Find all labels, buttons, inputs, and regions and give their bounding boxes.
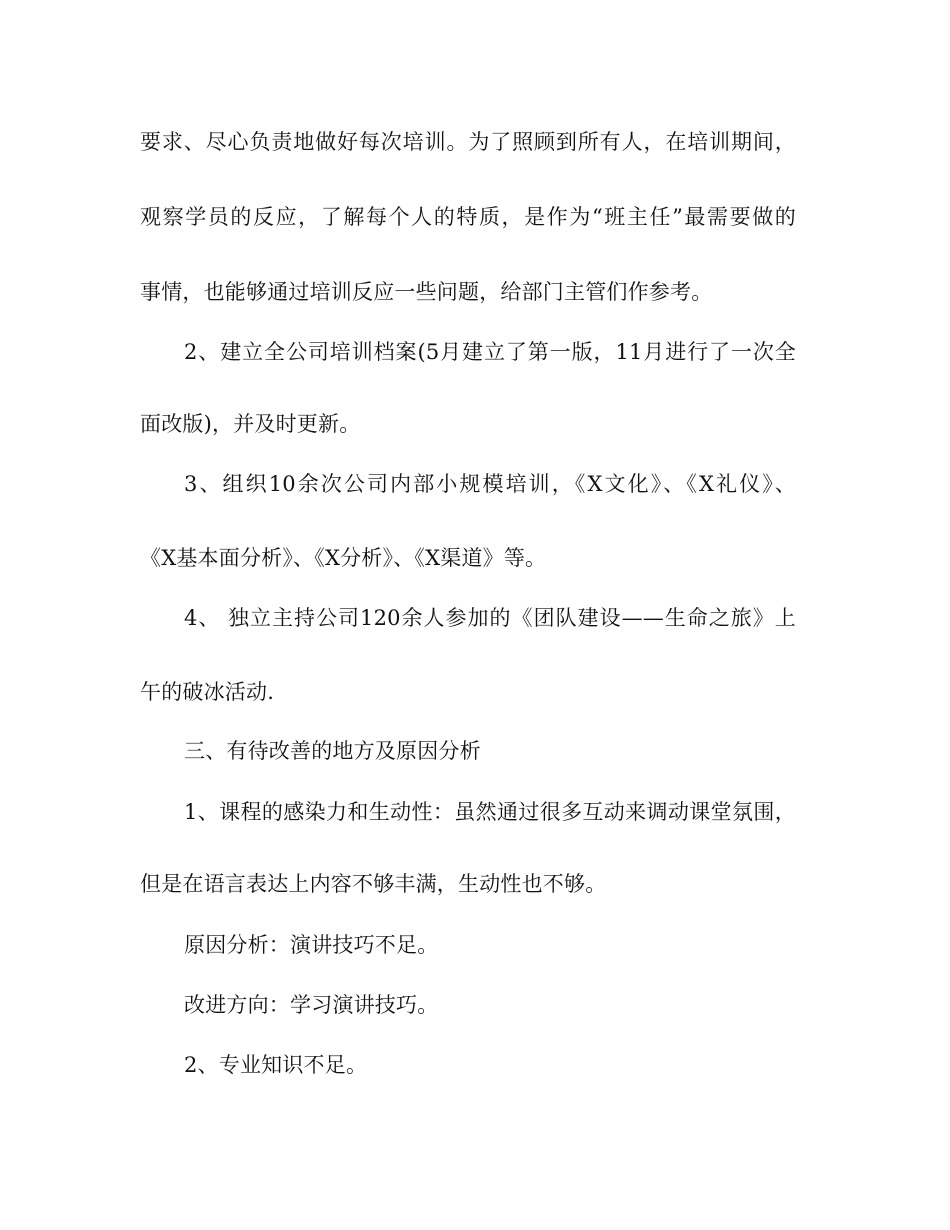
paragraph-line: 2、建立全公司培训档案(5月建立了第一版，11月进行了一次全 bbox=[184, 340, 796, 364]
paragraph-line: 《X基本面分析》、《X分析》、《X渠道》等。 bbox=[140, 546, 547, 570]
paragraph-line: 观察学员的反应，了解每个人的特质，是作为“班主任”最需要做的 bbox=[140, 205, 796, 229]
section-heading: 三、有待改善的地方及原因分析 bbox=[184, 739, 481, 763]
paragraph-line: 原因分析：演讲技巧不足。 bbox=[184, 933, 439, 957]
paragraph-line: 2、专业知识不足。 bbox=[184, 1053, 368, 1077]
paragraph-line: 3、组织10余次公司内部小规模培训，《X文化》、《X礼仪》、 bbox=[184, 472, 796, 496]
paragraph-line: 要求、尽心负责地做好每次培训。为了照顾到所有人，在培训期间， bbox=[140, 130, 796, 154]
paragraph-line: 1、课程的感染力和生动性：虽然通过很多互动来调动课堂氛围， bbox=[184, 800, 796, 824]
paragraph-line: 4、 独立主持公司120余人参加的《团队建设——生命之旅》上 bbox=[184, 606, 796, 630]
paragraph-line: 午的破冰活动. bbox=[140, 680, 275, 704]
paragraph-line: 事情，也能够通过培训反应一些问题，给部门主管们作参考。 bbox=[140, 280, 713, 304]
paragraph-line: 改进方向：学习演讲技巧。 bbox=[184, 993, 439, 1017]
paragraph-line: 面改版)，并及时更新。 bbox=[140, 412, 361, 436]
paragraph-line: 但是在语言表达上内容不够丰满，生动性也不够。 bbox=[140, 872, 607, 896]
